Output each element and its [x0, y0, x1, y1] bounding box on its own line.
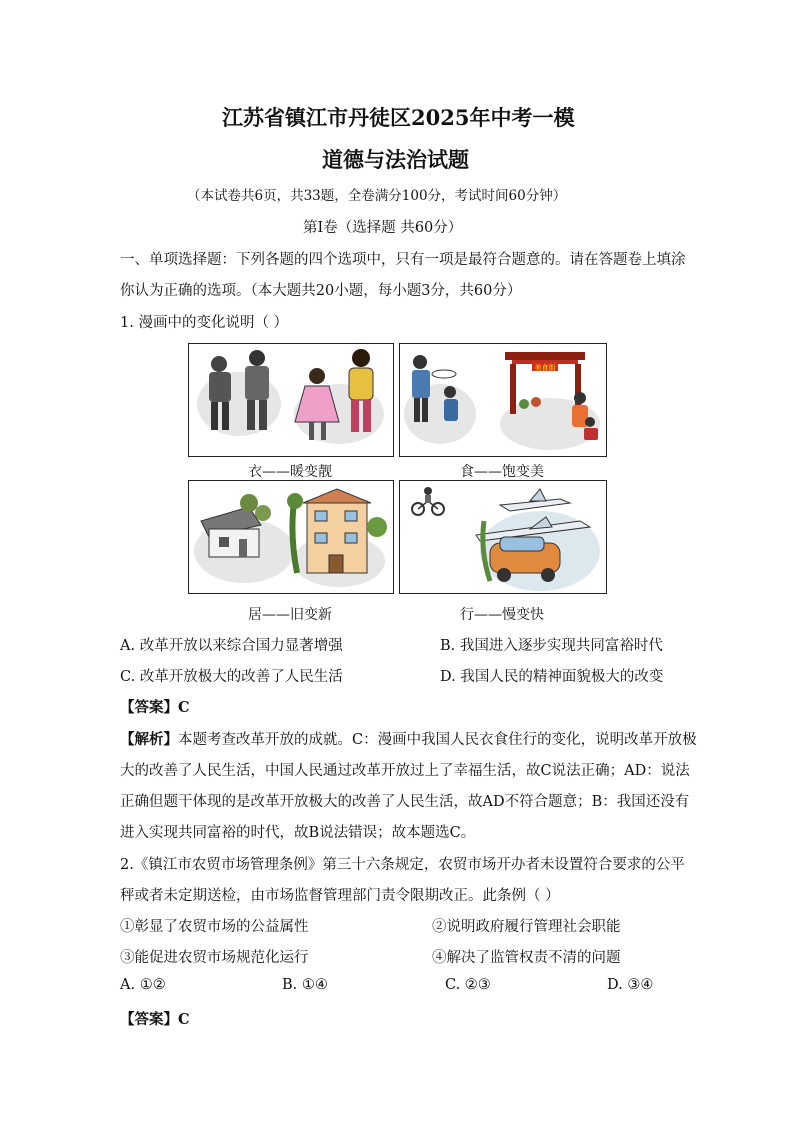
q1-explanation-line2: 大的改善了人民生活，中国人民通过改革开放过上了幸福生活，故C说法正确；AD：说法 [120, 763, 690, 779]
caption-housing: 居——旧变新 [248, 607, 332, 623]
food-street-sign: 美食街 [534, 365, 556, 372]
q1-option-a: A. 改革开放以来综合国力显著增强 [120, 638, 343, 654]
exam-info: （本试卷共6页，共33题，全卷满分100分，考试时间60分钟） [187, 188, 567, 204]
comic-panel-housing [188, 480, 394, 594]
section-instruction-line1: 一、单项选择题：下列各题的四个选项中，只有一项是最符合题意的。请在答题卷上填涂 [120, 252, 686, 268]
comic-panel-transport [399, 480, 607, 594]
q1-explanation-line1 [120, 728, 697, 749]
q2-statement-4: ④解决了监管权责不清的问题 [432, 950, 621, 966]
q1-option-b: B. 我国进入逐步实现共同富裕时代 [440, 638, 663, 654]
q1-explanation-line4: 进入实现共同富裕的时代，故B说法错误；故本题选C。 [120, 825, 476, 841]
explanation-label: 【解析】 [120, 731, 178, 748]
q2-statement-1: ①彰显了农贸市场的公益属性 [120, 919, 309, 935]
q2-option-a: A. ①② [120, 977, 166, 993]
page-title: 江苏省镇江市丹徒区2025年中考一模 [222, 105, 575, 130]
q1-option-c: C. 改革开放极大的改善了人民生活 [120, 669, 343, 685]
q2-option-c: C. ②③ [445, 977, 491, 993]
page-subtitle: 道德与法治试题 [322, 147, 469, 172]
q2-option-d: D. ③④ [607, 977, 654, 993]
caption-food: 食——饱变美 [460, 464, 544, 480]
q2-option-b: B. ①④ [282, 977, 328, 993]
question-2-stem-line2: 秤或者未定期送检，由市场监督管理部门责令限期改正。此条例（ ） [120, 888, 560, 904]
question-1-stem: 1. 漫画中的变化说明（ ） [120, 315, 289, 331]
q1-option-d: D. 我国人民的精神面貌极大的改变 [440, 669, 664, 685]
q2-statement-3: ③能促进农贸市场规范化运行 [120, 950, 309, 966]
volume-heading: 第Ⅰ卷（选择题 共60分） [303, 220, 463, 236]
q1-explanation-line3: 正确但题干体现的是改革开放极大的改善了人民生活，故AD不符合题意；B：我国还没有 [120, 794, 690, 810]
q2-answer: 【答案】C [120, 1011, 190, 1028]
housing-illustration [189, 481, 393, 593]
comic-panel-clothing [188, 343, 394, 457]
clothing-illustration [189, 344, 393, 456]
q1-answer: 【答案】C [120, 699, 190, 716]
section-instruction-line2: 你认为正确的选项。（本大题共20小题，每小题3分，共60分） [120, 283, 522, 299]
caption-clothing: 衣——暖变靓 [248, 464, 332, 480]
q2-statement-2: ②说明政府履行管理社会职能 [432, 919, 621, 935]
food-illustration [400, 344, 606, 456]
question-2-stem-line1: 2.《镇江市农贸市场管理条例》第三十六条规定，农贸市场开办者未设置符合要求的公平 [120, 857, 685, 873]
explanation-text: 本题考查改革开放的成就。C：漫画中我国人民衣食住行的变化，说明改革开放极 [178, 732, 697, 748]
transport-illustration [400, 481, 606, 593]
caption-transport: 行——慢变快 [460, 607, 544, 623]
comic-panel-food [399, 343, 607, 457]
